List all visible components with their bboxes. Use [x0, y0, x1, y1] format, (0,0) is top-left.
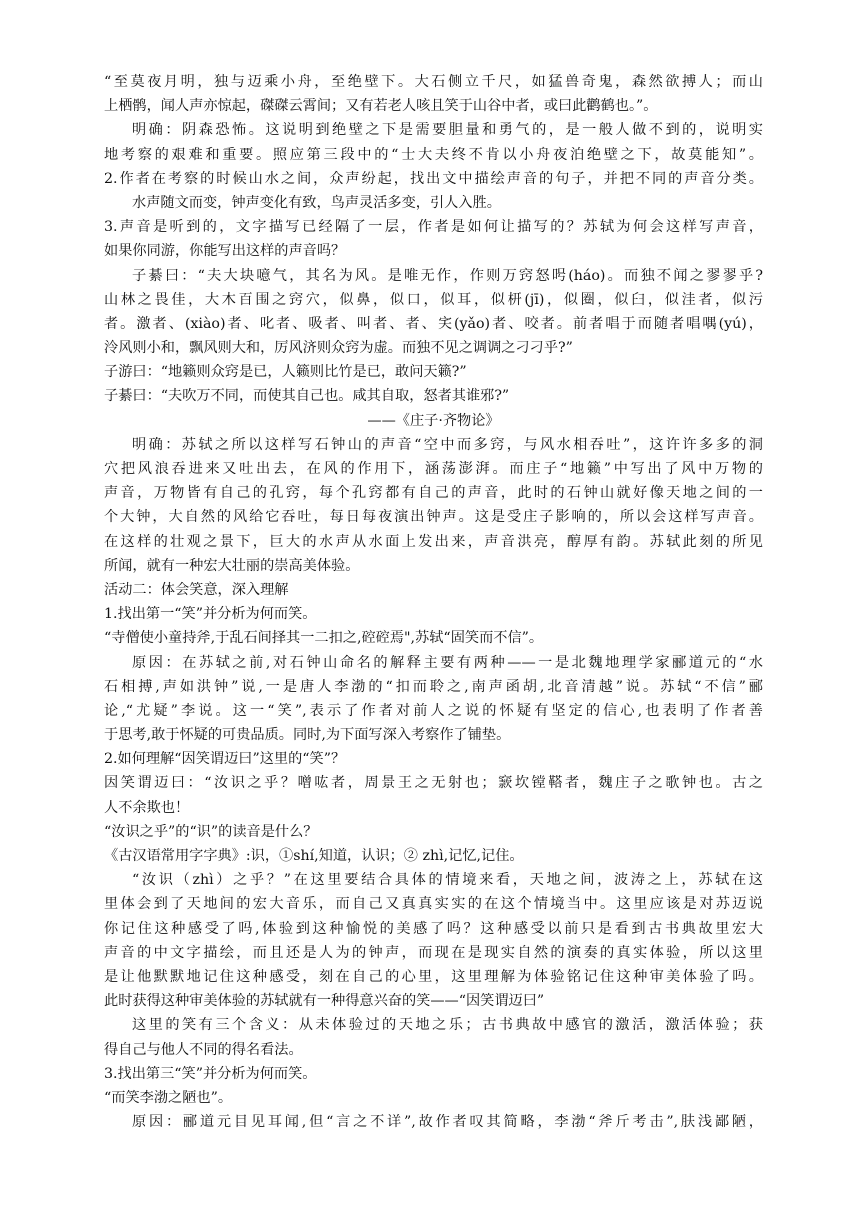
text-line: 山林之畏佳，大木百围之窍穴，似鼻，似口，似耳，似枅(jī)，似圈，似臼，似洼者，似污: [104, 291, 763, 308]
text-line: 你记住这种感受了吗,体验到这种愉悦的美感了吗？这种感受以前只是看到古书典故里宏大: [104, 920, 763, 937]
text-line: 于思考,敢于怀疑的可贵品质。同时,为下面写深入考察作了铺垫。: [104, 727, 511, 744]
text-line: 如果你同游，你能写出这样的声音吗？: [104, 243, 346, 260]
text-line: 原因：郦道元目见耳闻,但“言之不详”,故作者叹其简略，李渤“斧斤考击”,肤浅鄙陋，: [132, 1114, 763, 1131]
text-line: 所闻，就有一种宏大壮丽的崇高美体验。: [104, 557, 360, 574]
text-line: “而笑李渤之陋也”。: [104, 1089, 233, 1106]
text-line: 声音的中文字描绘，而且还是人为的钟声，而现在是现实自然的演奏的真实体验，所以这里: [104, 944, 763, 961]
text-line: 个大钟，大自然的风给它吞吐，每日每夜演出钟声。这是受庄子影响的，所以会这样写声音。: [104, 509, 763, 526]
text-line: 水声随文而变，钟声变化有致，鸟声灵活多变，引人入胜。: [132, 194, 501, 211]
text-line: 子綦曰：“夫大块噫气，其名为风。是唯无作，作则万窍怒呺(háo)。而独不闻之翏翏乎?: [132, 267, 763, 284]
text-line: 明确：阴森恐怖。这说明到绝壁之下是需要胆量和勇气的，是一般人做不到的，说明实: [132, 122, 763, 139]
text-line: 这里的笑有三个含义：从未体验过的天地之乐；古书典故中感官的激活，激活体验；获: [132, 1017, 763, 1034]
text-line: 泠风则小和，飘风则大和，厉风济则众窍为虚。而独不见之调调之刁刁乎?”: [104, 340, 573, 357]
text-line: 2.如何理解“因笑谓迈曰”这里的“笑”？: [104, 751, 346, 768]
text-line: 在这样的壮观之景下，巨大的水声从水面上发出来，声音洪亮，醇厚有韵。苏轼此刻的所见: [104, 533, 763, 550]
text-line: 上栖鹘，闻人声亦惊起，磔磔云霄间；又有若老人咳且笑于山谷中者，或曰此鹳鹤也。”。: [104, 98, 658, 115]
text-line: “至莫夜月明，独与迈乘小舟，至绝壁下。大石侧立千尺，如猛兽奇鬼，森然欲搏人；而山: [104, 74, 763, 90]
text-line: “汝识（zhì）之乎？”在这里要结合具体的情境来看，天地之间，波涛之上，苏轼在这: [132, 872, 763, 889]
text-line: 1.找出第一“笑”并分析为何而笑。: [104, 606, 317, 623]
text-line: 子游曰：“地籁则众窍是已，人籁则比竹是已，敢问天籁?”: [104, 364, 467, 381]
text-line: 地考察的艰难和重要。照应第三段中的“士大夫终不肯以小舟夜泊绝壁之下，故莫能知”。: [104, 146, 763, 163]
text-line: 得自己与他人不同的得名看法。: [104, 1041, 303, 1058]
text-line: ——《庄子·齐物论》: [367, 412, 500, 429]
text-line: 《古汉语常用字字典》:识，①shí,知道，认识；② zhì,记忆,记住。: [104, 848, 524, 864]
text-line: “汝识之乎”的“识”的读音是什么？: [104, 823, 318, 840]
text-line: “寺僧使小童持斧,于乱石间择其一二扣之,硿硿焉",苏轼“固笑而不信”。: [104, 630, 544, 647]
text-line: 者。激者、(xiào)者、叱者、吸者、叫者、者、宎(yǎo)者、咬者。前者唱于而随者唱喁(yú)，: [104, 315, 763, 332]
document-body: [104, 70, 763, 1134]
text-line: 声音，万物皆有自己的孔窍，每个孔窍都有自己的声音，此时的石钟山就好像天地之间的一: [104, 485, 763, 502]
text-line: 穴把风浪吞进来又吐出去，在风的作用下，涵荡澎湃。而庄子“地籁”中写出了风中万物的: [104, 461, 763, 477]
text-line: 石相搏,声如洪钟”说,一是唐人李渤的“扣而聆之,南声函胡,北音清越”说。苏轼“不信”郦: [104, 678, 763, 695]
text-line: 此时获得这种审美体验的苏轼就有一种得意兴奋的笑——“因笑谓迈曰”: [104, 993, 545, 1010]
text-line: 3.声音是听到的，文字描写已经隔了一层，作者是如何让描写的？苏轼为何会这样写声音，: [104, 219, 763, 236]
text-line: 2.作者在考察的时候山水之间，众声纷起，找出文中描绘声音的句子，并把不同的声音分类。: [104, 170, 763, 187]
text-line: 子綦曰：“夫吹万不同，而使其自己也。咸其自取，怒者其谁邪?”: [104, 388, 510, 405]
text-line: 3.找出第三“笑”并分析为何而笑。: [104, 1065, 317, 1082]
text-line: 因笑谓迈曰：“汝识之乎？噌吰者，周景王之无射也；窾坎镗鞳者，魏庄子之歌钟也。古之: [104, 775, 763, 792]
text-line: 明确：苏轼之所以这样写石钟山的声音“空中而多窍，与风水相吞吐”，这许许多多的洞: [132, 436, 763, 453]
text-line: 里体会到了天地间的宏大音乐，而自己又真真实实的在这个情境当中。这里应该是对苏迈说: [104, 896, 763, 913]
text-line: 是让他默默地记住这种感受，刻在自己的心里，这里理解为体验铭记住这种审美体验了吗。: [104, 968, 763, 985]
text-line: 论,“尤疑”李说。这一“笑”,表示了作者对前人之说的怀疑有坚定的信心,也表明了作者善: [104, 702, 763, 719]
text-line: 活动二：体会笑意，深入理解: [104, 581, 289, 598]
text-line: 原因：在苏轼之前,对石钟山命名的解释主要有两种——一是北魏地理学家郦道元的“水: [132, 654, 763, 671]
text-line: 人不余欺也！: [104, 799, 190, 816]
